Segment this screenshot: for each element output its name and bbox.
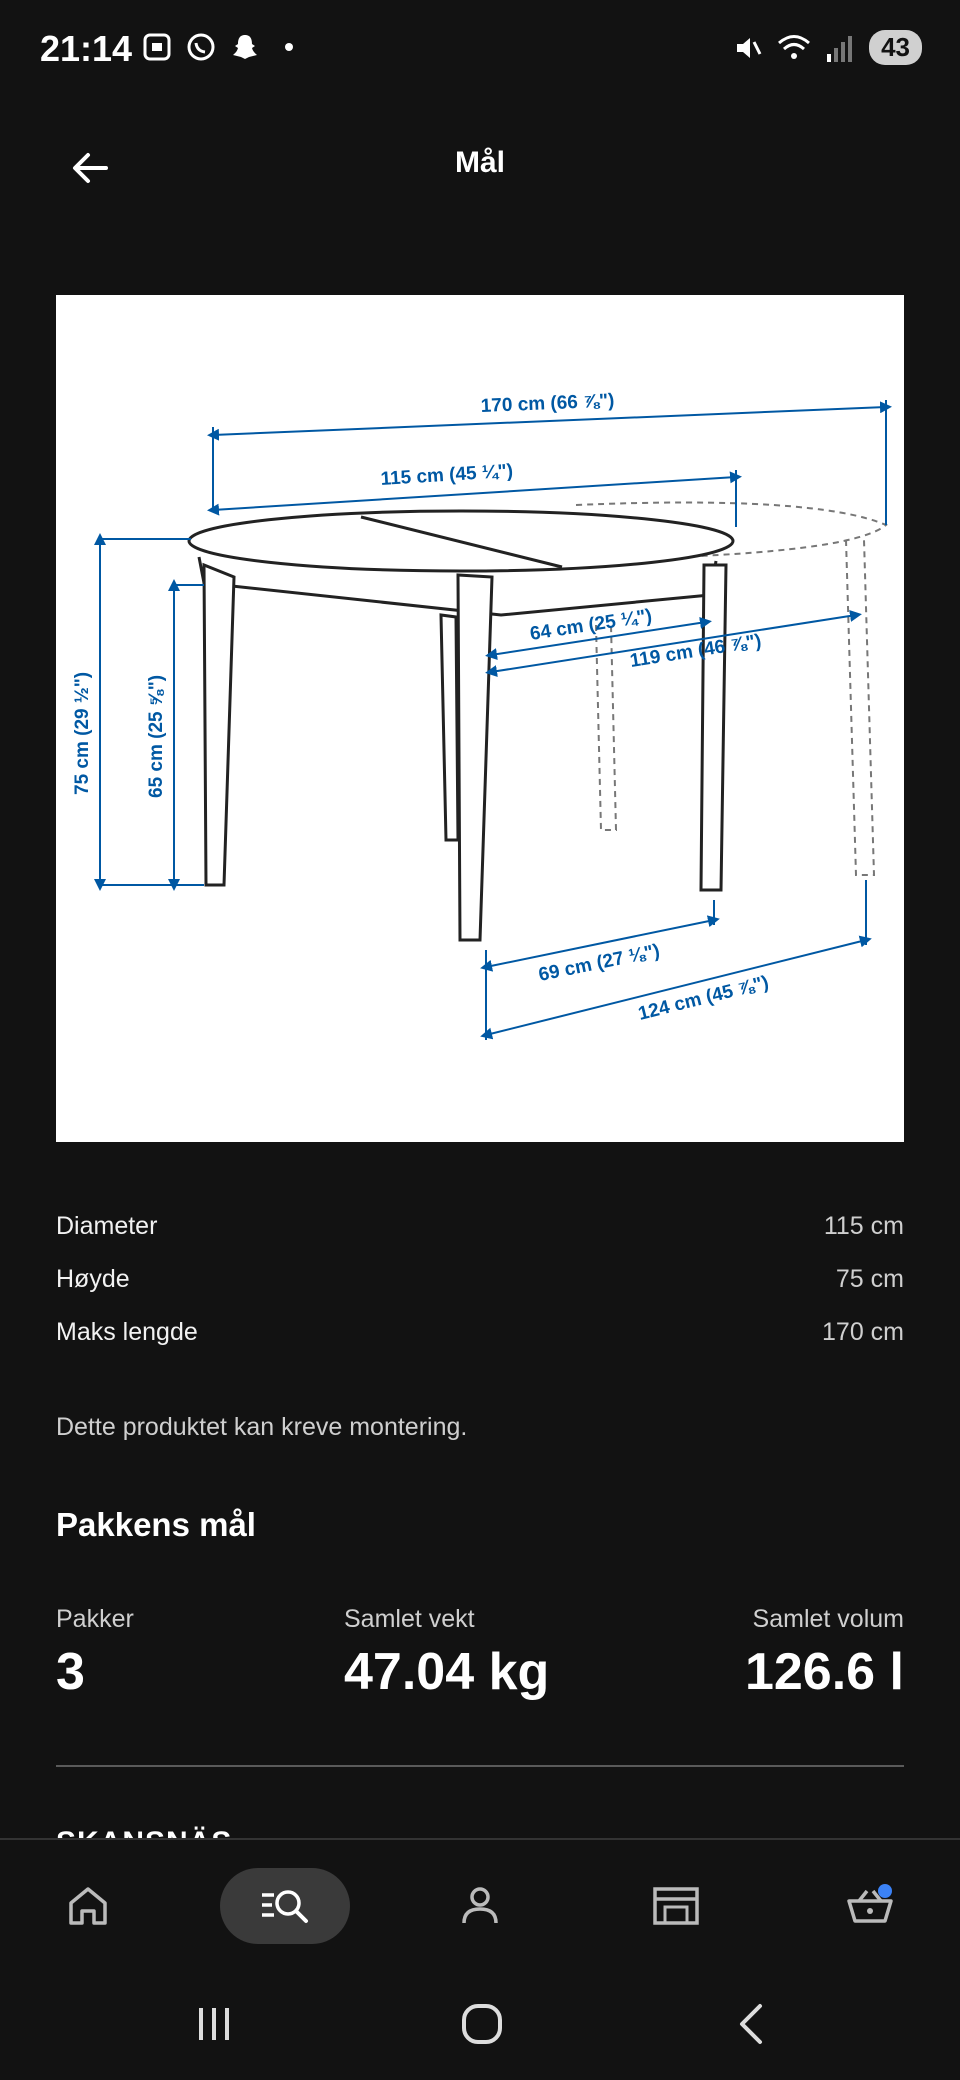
cart-badge <box>878 1884 892 1898</box>
spec-label: Maks lengde <box>56 1318 198 1346</box>
nav-cart[interactable] <box>830 1868 910 1944</box>
page-title: Mål <box>454 146 505 179</box>
dim-foot-span-ext-label: 124 cm (45 ⅞") <box>636 972 771 1025</box>
app-header <box>0 120 960 210</box>
whatsapp-icon <box>184 30 218 64</box>
dim-leg-span-ext-label: 119 cm (46 ⅞") <box>628 630 763 672</box>
bottom-nav <box>0 1838 960 1970</box>
assembly-note: Dette produktet kan kreve montering. <box>56 1413 468 1441</box>
spec-value: 75 cm <box>835 1265 904 1293</box>
notification-icons <box>140 30 306 64</box>
system-nav <box>0 1970 960 2080</box>
stat-value: 126.6 l <box>744 1643 904 1701</box>
mute-icon <box>731 31 765 65</box>
back-chevron-icon <box>732 2002 772 2046</box>
store-icon <box>651 1883 701 1929</box>
dim-height-label: 75 cm (29 ½") <box>72 671 93 795</box>
spec-value: 115 cm <box>823 1212 904 1240</box>
dim-under-apron-label: 65 cm (25 ⅝") <box>146 674 167 798</box>
spec-row-height <box>56 1253 904 1306</box>
spec-label: Diameter <box>56 1212 158 1240</box>
search-icon <box>258 1883 312 1929</box>
dimension-diagram <box>56 295 904 1142</box>
package-section-title: Pakkens mål <box>56 1506 256 1543</box>
section-divider <box>56 1765 904 1767</box>
status-bar <box>0 0 960 100</box>
package-stats <box>56 1605 904 1715</box>
home-circle-icon <box>460 2002 504 2046</box>
dim-leg-depth-label: 64 cm (25 ¼") <box>528 605 654 645</box>
profile-icon <box>457 1883 503 1929</box>
table-drawing <box>56 295 904 1142</box>
spec-row-diameter <box>56 1200 904 1253</box>
stat-weight <box>344 1605 549 1702</box>
stat-label: Samlet volum <box>752 1605 904 1633</box>
status-time: 21:14 <box>40 28 133 69</box>
system-home-button[interactable] <box>442 1994 522 2054</box>
snapchat-icon <box>228 30 262 64</box>
home-icon <box>65 1883 111 1929</box>
stat-value: 3 <box>56 1643 85 1701</box>
signal-icon <box>823 31 857 65</box>
system-status-icons <box>731 30 922 65</box>
recents-icon <box>193 2004 235 2044</box>
nav-store[interactable] <box>636 1868 716 1944</box>
nav-search[interactable] <box>220 1868 350 1944</box>
stat-volume <box>745 1605 904 1702</box>
dim-diameter-label: 115 cm (45 ¼") <box>379 460 514 490</box>
dot-icon <box>272 30 306 64</box>
stat-label: Samlet vekt <box>344 1605 475 1633</box>
dim-foot-span-label: 69 cm (27 ⅛") <box>536 940 662 986</box>
screenshot-icon <box>140 30 174 64</box>
dimension-specs <box>56 1200 904 1359</box>
spec-value: 170 cm <box>822 1318 904 1346</box>
spec-label: Høyde <box>56 1265 130 1293</box>
stat-value: 47.04 kg <box>344 1643 550 1701</box>
system-back-button[interactable] <box>712 1994 792 2054</box>
dim-max-length-label: 170 cm (66 ⅞") <box>480 390 615 417</box>
nav-home[interactable] <box>48 1868 128 1944</box>
spec-row-max-length <box>56 1306 904 1359</box>
recents-button[interactable] <box>174 1994 254 2054</box>
battery-indicator: 43 <box>869 30 922 65</box>
nav-profile[interactable] <box>440 1868 520 1944</box>
wifi-icon <box>777 31 811 65</box>
stat-packages <box>56 1605 134 1702</box>
stat-label: Pakker <box>56 1605 134 1633</box>
